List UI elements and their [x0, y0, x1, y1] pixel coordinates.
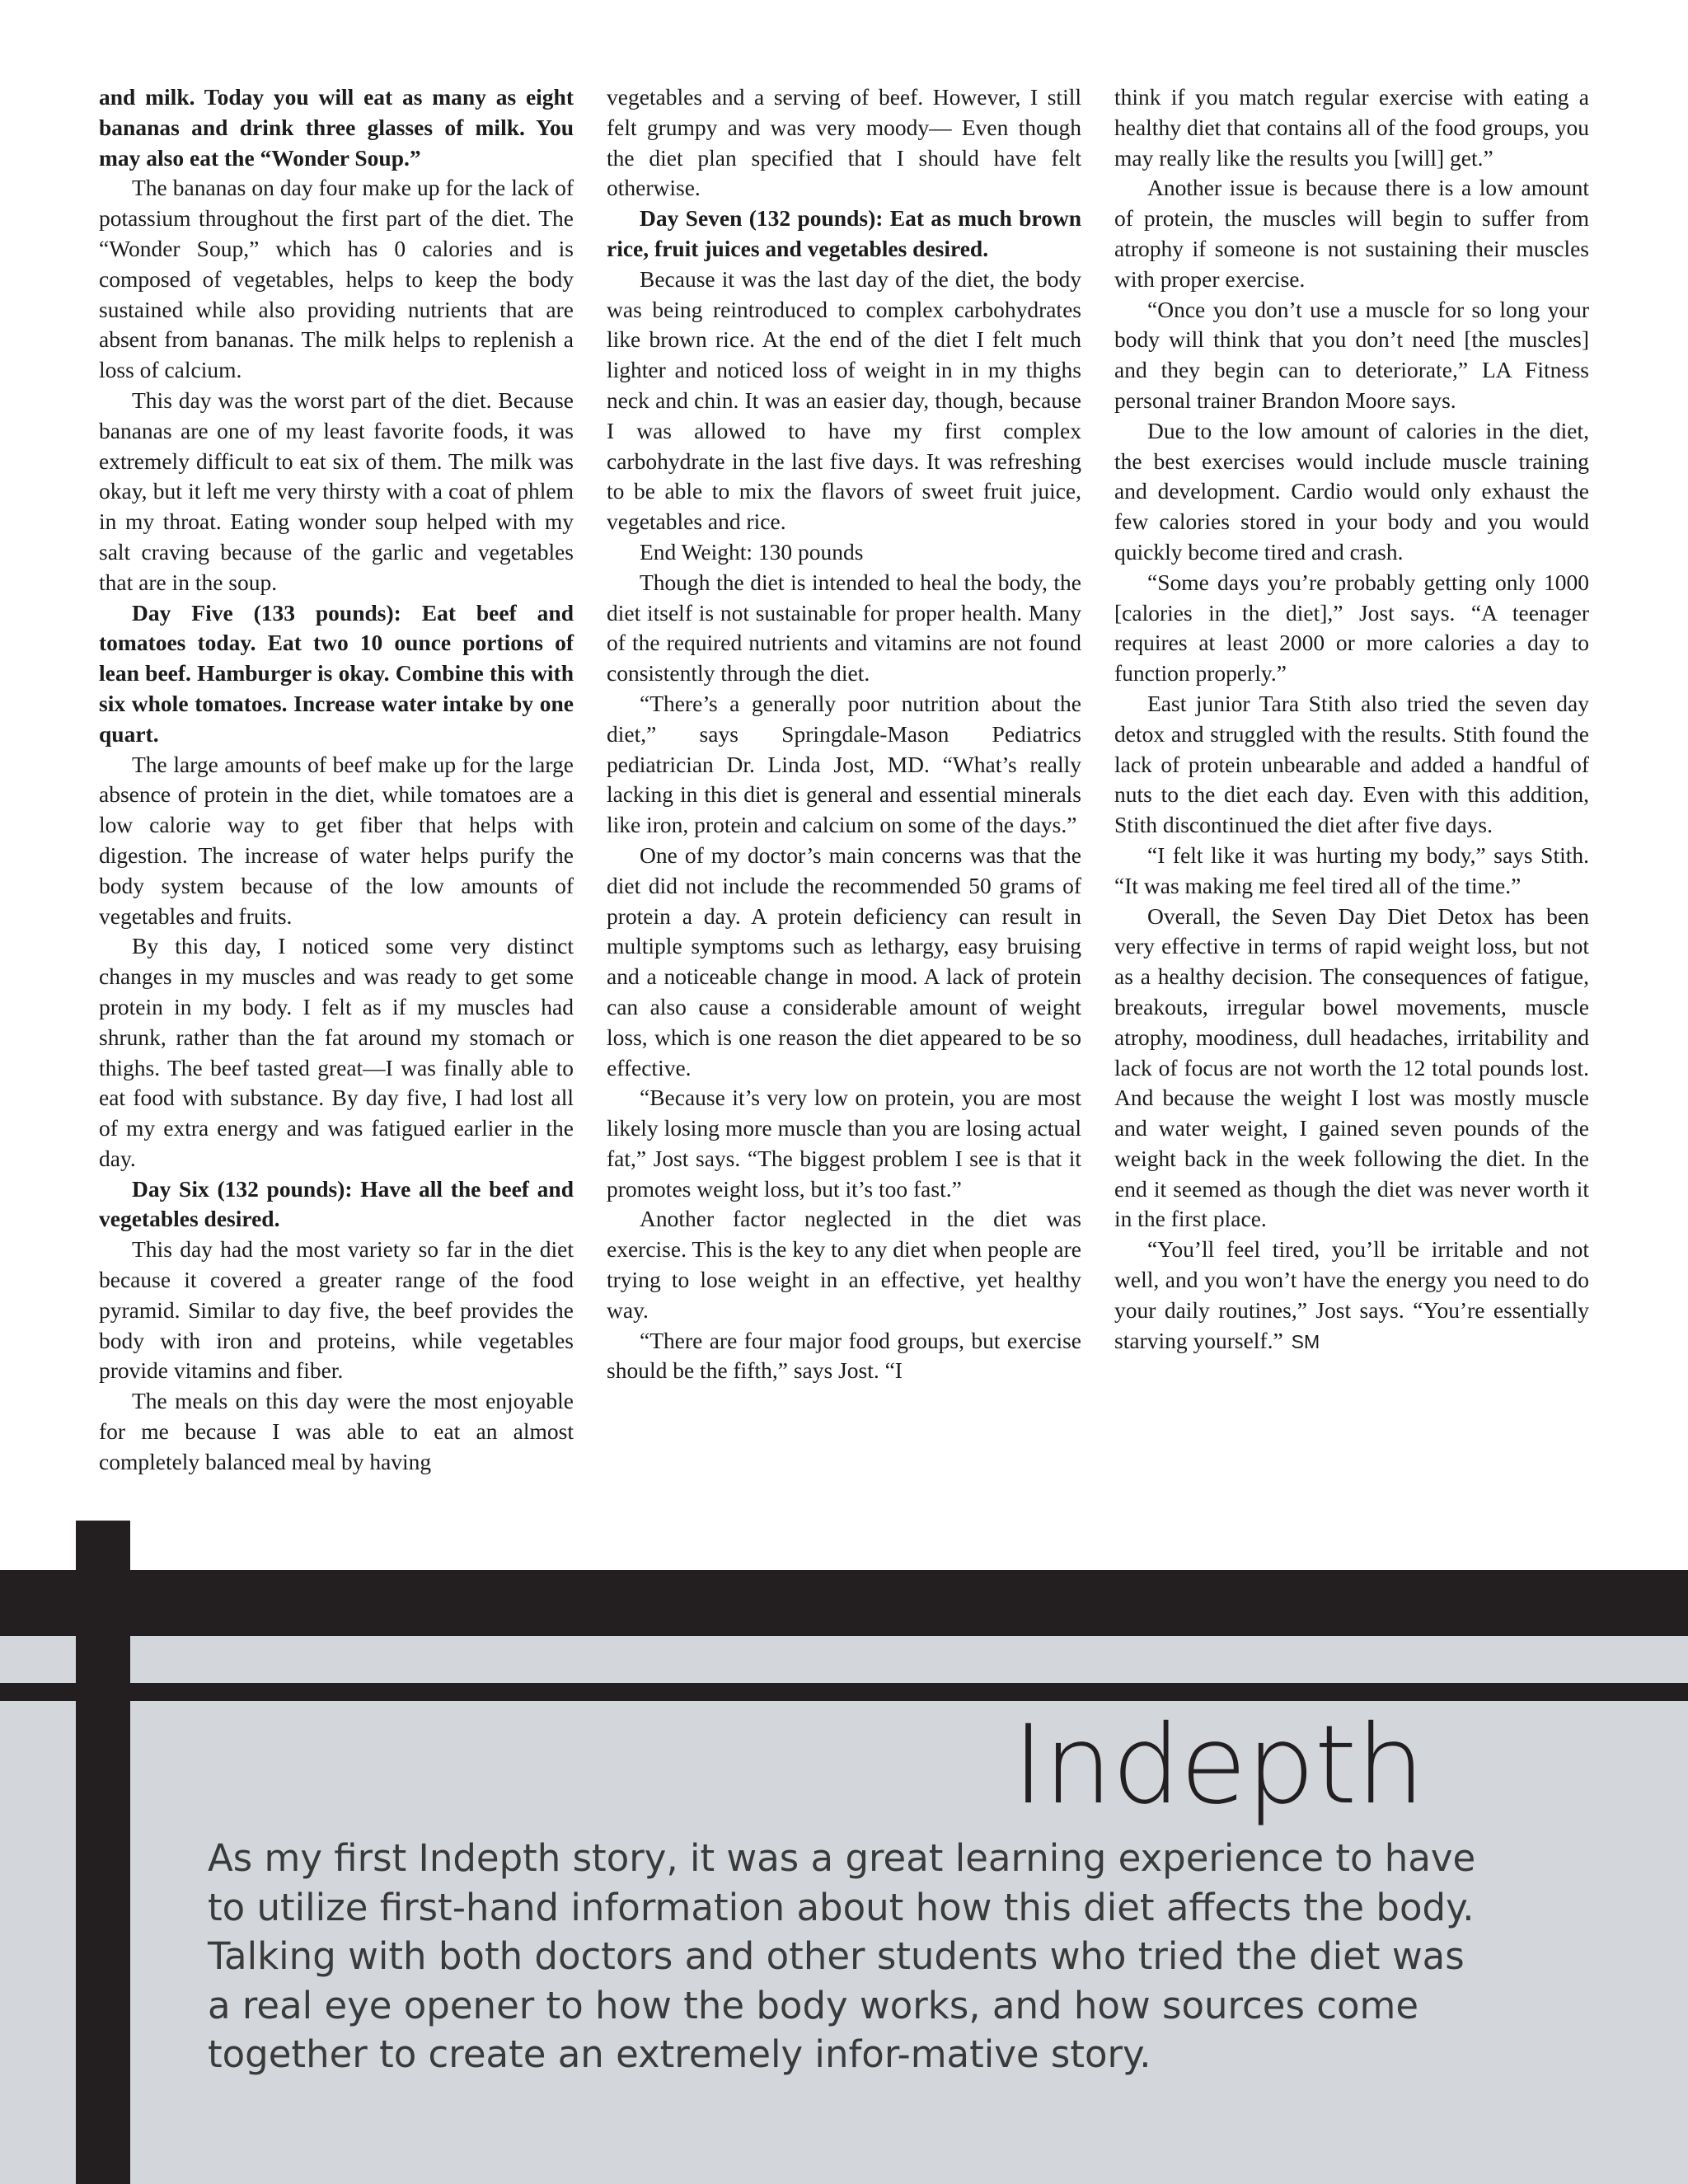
body-paragraph — [99, 173, 574, 386]
paragraph-text: The meals on this day were the most enjoyable for me because I was able to eat an almost completely balanced meal by having — [99, 1388, 574, 1474]
body-paragraph — [99, 1235, 574, 1386]
paragraph-text: This day had the most variety so far in the diet because it covered a greater range of the food pyramid. Similar to day five, the beef provides the body with iron and proteins, while vegetables provide vitamins and fiber. — [99, 1236, 574, 1384]
body-paragraph — [607, 568, 1081, 689]
body-paragraph — [607, 82, 1081, 204]
paragraph-text: One of my doctor’s main concerns was that the diet did not include the recommended 50 grams of protein a day. A protein deficiency can result in multiple symptoms such as lethargy, easy bruising and a noticeable change in mood. A lack of protein can also cause a considerable amount of weight loss, which is one reason the diet appeared to be so effective. — [607, 841, 1081, 1080]
paragraph-text: “Once you don’t use a muscle for so long your body will think that you don’t need [the muscles] and they begin can to deteriorate,” LA Fitness personal trainer Brandon Moore says. — [1114, 296, 1589, 413]
body-paragraph — [607, 1326, 1081, 1387]
paragraph-text: vegetables and a serving of beef. However, I still felt grumpy and was very moody— Even though the diet plan specified that I should have felt otherwise. — [607, 84, 1081, 201]
paragraph-text: think if you match regular exercise with eating a healthy diet that contains all of the food groups, you may really like the results you [will] get.” — [1114, 84, 1589, 171]
author-signature: SM — [1291, 1330, 1320, 1352]
body-paragraph — [607, 537, 1081, 568]
paragraph-text: “There are four major food groups, but exercise should be the fifth,” says Jost. “I — [607, 1327, 1081, 1384]
paragraph-text: End Weight: 130 pounds — [640, 538, 864, 565]
paragraph-text: “Because it’s very low on protein, you are most likely losing more muscle than you are losing actual fat,” Jost says. “The biggest problem I see is that it promotes weight loss, but it’s too fast.” — [607, 1085, 1081, 1202]
body-paragraph — [1114, 1235, 1589, 1357]
paragraph-text: Day Six (132 pounds): Have all the beef and vegetables desired. — [99, 1175, 574, 1232]
section-heading — [99, 1174, 574, 1235]
indepth-title: Indepth — [1012, 1702, 1424, 1829]
body-paragraph — [99, 1386, 574, 1477]
paragraph-text: Another issue is because there is a low amount of protein, the muscles will begin to suffer from atrophy if someone is not sustaining their muscles with proper exercise. — [1114, 175, 1589, 292]
body-paragraph — [607, 265, 1081, 537]
paragraph-text: Day Seven (132 pounds): Eat as much brown rice, fruit juices and vegetables desired. — [607, 205, 1081, 261]
paragraph-text: By this day, I noticed some very distinct changes in my muscles and was ready to get some protein in my body. I felt as if my muscles had shrunk, rather than the fat around my stomach or thighs. The beef tasted great—I was finally able to eat food with substance. By day five, I had lost all of my extra energy and was fatigued earlier in the day. — [99, 933, 574, 1171]
paragraph-text: This day was the worst part of the diet. Because bananas are one of my least favorite foods, it was extremely difficult to eat six of them. The milk was okay, but it left me very thirsty with a coat of phlem in my throat. Eating wonder soup helped with my salt craving because of the garlic and vegetables that are in the soup. — [99, 387, 574, 595]
article-column-2 — [607, 82, 1081, 1516]
paragraph-text: East junior Tara Stith also tried the seven day detox and struggled with the results. Stith found the lack of protein unbearable and added a handful of nuts to the diet each day. Even with this addition, Stith discontinued the diet after five days. — [1114, 690, 1589, 838]
section-heading — [607, 204, 1081, 265]
body-paragraph — [99, 386, 574, 598]
section-heading — [99, 82, 574, 173]
body-paragraph — [99, 931, 574, 1174]
paragraph-text: “You’ll feel tired, you’ll be irritable and not well, and you won’t have the energy you need to do your daily routines,” Jost says. “You’re essentially starving yourself.” — [1114, 1236, 1589, 1353]
paragraph-text: “Some days you’re probably getting only 1000 [calories in the diet],” Jost says. “A teenager requires at least 2000 or more calories a day to function properly.” — [1114, 569, 1589, 687]
paragraph-text: “There’s a generally poor nutrition about the diet,” says Springdale-Mason Pediatrics pediatrician Dr. Linda Jost, MD. “What’s really lacking in this diet is general and essential minerals like iron, protein and calcium on some of the days.” — [607, 690, 1081, 838]
body-paragraph — [1114, 295, 1589, 416]
paragraph-text: Another factor neglected in the diet was exercise. This is the key to any diet when people are trying to lose weight in an effective, yet healthy way. — [607, 1206, 1081, 1323]
body-paragraph — [607, 689, 1081, 841]
body-paragraph — [1114, 902, 1589, 1235]
body-paragraph — [1114, 689, 1589, 841]
paragraph-text: and milk. Today you will eat as many as eight bananas and drink three glasses of milk. You may also eat the “Wonder Soup.” — [99, 84, 574, 171]
article-column-1 — [99, 82, 574, 1516]
paragraph-text: Due to the low amount of calories in the diet, the best exercises would include muscle training and development. Cardio would only exhaust the few calories stored in your body and you would quickly become tired and crash. — [1114, 417, 1589, 565]
body-paragraph — [99, 750, 574, 932]
paragraph-text: Though the diet is intended to heal the body, the diet itself is not sustainable for proper health. Many of the required nutrients and vitamins are not found consistently through the diet. — [607, 569, 1081, 687]
thin-bar-decoration — [0, 1683, 1688, 1701]
body-paragraph — [1114, 416, 1589, 568]
body-paragraph — [1114, 841, 1589, 902]
section-heading — [99, 598, 574, 750]
paragraph-text: Overall, the Seven Day Diet Detox has been very effective in terms of rapid weight loss, but not as a healthy decision. The consequences of fatigue, breakouts, irregular bowel movements, muscle atrophy, moodiness, dull headaches, irritability and lack of focus are not worth the 12 total pounds lost. And because the weight I lost was mostly muscle and water weight, I gained seven pounds of the weight back in the week following the diet. In the end it seemed as though the diet was never worth it in the first place. — [1114, 902, 1589, 1232]
vertical-bar-decoration — [76, 1521, 130, 2184]
article-column-3 — [1114, 82, 1589, 1516]
indepth-body: As my first Indepth story, it was a great learning experience to have to utilize first-hand information about how this diet affects the body. Talking with both doctors and other students who tried the diet was a real eye opener to how the body works, and how sources come together to create an extremely infor-mative story. — [208, 1836, 1476, 2076]
paragraph-text: The large amounts of beef make up for the large absence of protein in the diet, while tomatoes are a low calorie way to get fiber that helps with digestion. The increase of water helps purify the body system because of the low amounts of vegetables and fruits. — [99, 751, 574, 929]
paragraph-text: The bananas on day four make up for the lack of potassium throughout the first part of the diet. The “Wonder Soup,” which has 0 calories and is composed of vegetables, helps to keep the body sustained while also providing nutrients that are absent from bananas. The milk helps to replenish a loss of calcium. — [99, 175, 574, 383]
body-paragraph — [607, 841, 1081, 1083]
top-bar-decoration — [0, 1570, 1688, 1636]
article-columns — [99, 82, 1589, 1516]
body-paragraph — [1114, 82, 1589, 173]
body-paragraph — [607, 1204, 1081, 1325]
paragraph-text: Because it was the last day of the diet, the body was being reintroduced to complex carbohydrates like brown rice. At the end of the diet I felt much lighter and noticed loss of weight in in my thighs neck and chin. It was an easier day, though, because I was allowed to have my first complex carbohydrate in the last five days. It was refreshing to be able to mix the flavors of sweet fruit juice, vegetables and rice. — [607, 265, 1081, 535]
paragraph-text: Day Five (133 pounds): Eat beef and tomatoes today. Eat two 10 ounce portions of lean beef. Hamburger is okay. Combine this with six whole tomatoes. Increase water intake by one quart. — [99, 599, 574, 747]
body-paragraph — [607, 1083, 1081, 1204]
body-paragraph — [1114, 173, 1589, 294]
paragraph-text: “I felt like it was hurting my body,” says Stith. “It was making me feel tired all of the time.” — [1114, 841, 1589, 898]
body-paragraph — [1114, 568, 1589, 689]
